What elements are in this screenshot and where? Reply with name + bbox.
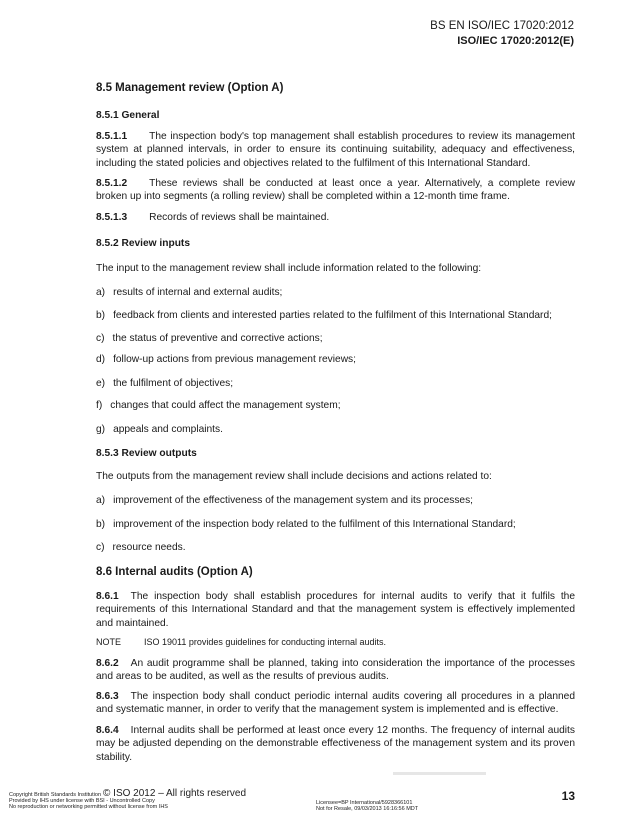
list-text: resource needs. [112, 542, 186, 553]
copyright-iso: © ISO 2012 – All rights reserved [103, 788, 247, 799]
clause-number: 8.6.4 [96, 725, 119, 736]
list-letter: c) [96, 542, 105, 553]
list-item [96, 286, 575, 299]
list-item [96, 541, 575, 554]
footer-provided: Provided by IHS under license with BSI - Uncontrolled Copy [9, 798, 155, 805]
list-text: results of internal and external audits; [113, 287, 283, 298]
list-letter: b) [96, 310, 106, 321]
clause-text: An audit programme shall be planned, taking into consideration the importance of the processes and areas to be audited, as well as the results of previous audits. [96, 658, 575, 683]
heading-8-5-3: 8.5.3 Review outputs [96, 448, 197, 459]
clause-number: 8.5.1.2 [96, 178, 128, 189]
list-item [96, 332, 575, 345]
clause-number: 8.5.1.1 [96, 131, 128, 142]
list-item [96, 399, 575, 412]
footer-copyright [9, 788, 247, 799]
list-text: improvement of the effectiveness of the management system and its processes; [113, 495, 474, 506]
paragraph-8-6-1 [96, 590, 575, 630]
inputs-intro: The input to the management review shall include information related to the following: [96, 263, 482, 274]
list-text: follow-up actions from previous management reviews; [113, 354, 356, 365]
list-text: improvement of the inspection body related to the fulfilment of this International Standard; [113, 519, 516, 530]
list-letter: g) [96, 424, 106, 435]
clause-number: 8.6.2 [96, 658, 119, 669]
clause-text: These reviews shall be conducted at least once a year. Alternatively, a complete review broken up into segments (a rolling review) shall be completed within a 12-month time frame. [96, 178, 575, 203]
list-letter: c) [96, 333, 105, 344]
licensee-line: Licensee=BP International/5928366101 [316, 800, 413, 806]
clause-text: Internal audits shall be performed at least once every 12 months. The frequency of internal audits may be adjusted depending on the demonstrable effectiveness of the management system and its proven stability. [96, 725, 575, 763]
clause-text: The inspection body shall conduct periodic internal audits covering all procedures in a planned and systematic manner, in order to verify that the management system is implemented and is effective. [96, 691, 575, 716]
list-text: the status of preventive and corrective actions; [112, 333, 323, 344]
page-number: 13 [561, 789, 575, 803]
clause-number: 8.6.1 [96, 591, 119, 602]
heading-8-6: 8.6 Internal audits (Option A) [96, 566, 253, 578]
list-item [96, 494, 575, 507]
heading-8-5-1: 8.5.1 General [96, 110, 160, 121]
list-letter: e) [96, 378, 106, 389]
header-standard-bs: BS EN ISO/IEC 17020:2012 [430, 20, 574, 32]
paragraph-8-5-1-3 [96, 211, 575, 224]
paragraph-8-5-1-2 [96, 177, 575, 204]
list-item [96, 423, 575, 436]
page-header [430, 19, 574, 49]
paragraph-8-6-2 [96, 657, 575, 684]
heading-8-5: 8.5 Management review (Option A) [96, 82, 284, 94]
list-item [96, 377, 575, 390]
list-text: feedback from clients and interested parties related to the fulfilment of this International Standard; [113, 310, 552, 321]
list-letter: b) [96, 519, 106, 530]
note-text: ISO 19011 provides guidelines for conducting internal audits. [144, 637, 386, 647]
footer-licensee [316, 800, 418, 812]
outputs-intro: The outputs from the management review shall include decisions and actions related to: [96, 471, 492, 482]
footer-left [9, 788, 247, 811]
clause-number: 8.5.1.3 [96, 212, 128, 223]
paragraph-8-6-3 [96, 690, 575, 717]
note-label: NOTE [96, 637, 122, 647]
paragraph-8-6-4 [96, 724, 575, 764]
clause-text: The inspection body shall establish procedures for internal audits to verify that it fulfils the requirements of this International Standard and that the management system is effectively implemented and maintained. [96, 591, 575, 629]
list-letter: f) [96, 400, 103, 411]
clause-number: 8.6.3 [96, 691, 119, 702]
copyright-holder: Copyright British Standards Institution [9, 792, 102, 798]
footer-no-reproduction: No reproduction or networking permitted without license from IHS [9, 804, 168, 811]
resale-line: Not for Resale, 09/03/2013 16:16:56 MDT [316, 806, 419, 813]
list-item [96, 309, 575, 322]
list-text: changes that could affect the management system; [110, 400, 341, 411]
list-letter: a) [96, 287, 106, 298]
clause-text: Records of reviews shall be maintained. [149, 212, 330, 223]
list-letter: d) [96, 354, 106, 365]
paragraph-8-5-1-1 [96, 130, 575, 170]
note [96, 636, 575, 649]
list-item [96, 353, 575, 366]
list-text: the fulfilment of objectives; [113, 378, 234, 389]
clause-text: The inspection body's top management shall establish procedures to review its management system at planned intervals, in order to ensure its continuing suitability, adequacy and effectiveness, including the stated policies and objectives related to the fulfilment of this International Standard. [96, 131, 575, 169]
heading-8-5-2: 8.5.2 Review inputs [96, 238, 190, 249]
scan-artifact [393, 772, 486, 775]
header-standard-iso: ISO/IEC 17020:2012(E) [457, 35, 574, 47]
list-text: appeals and complaints. [113, 424, 223, 435]
list-item [96, 518, 575, 531]
list-letter: a) [96, 495, 106, 506]
